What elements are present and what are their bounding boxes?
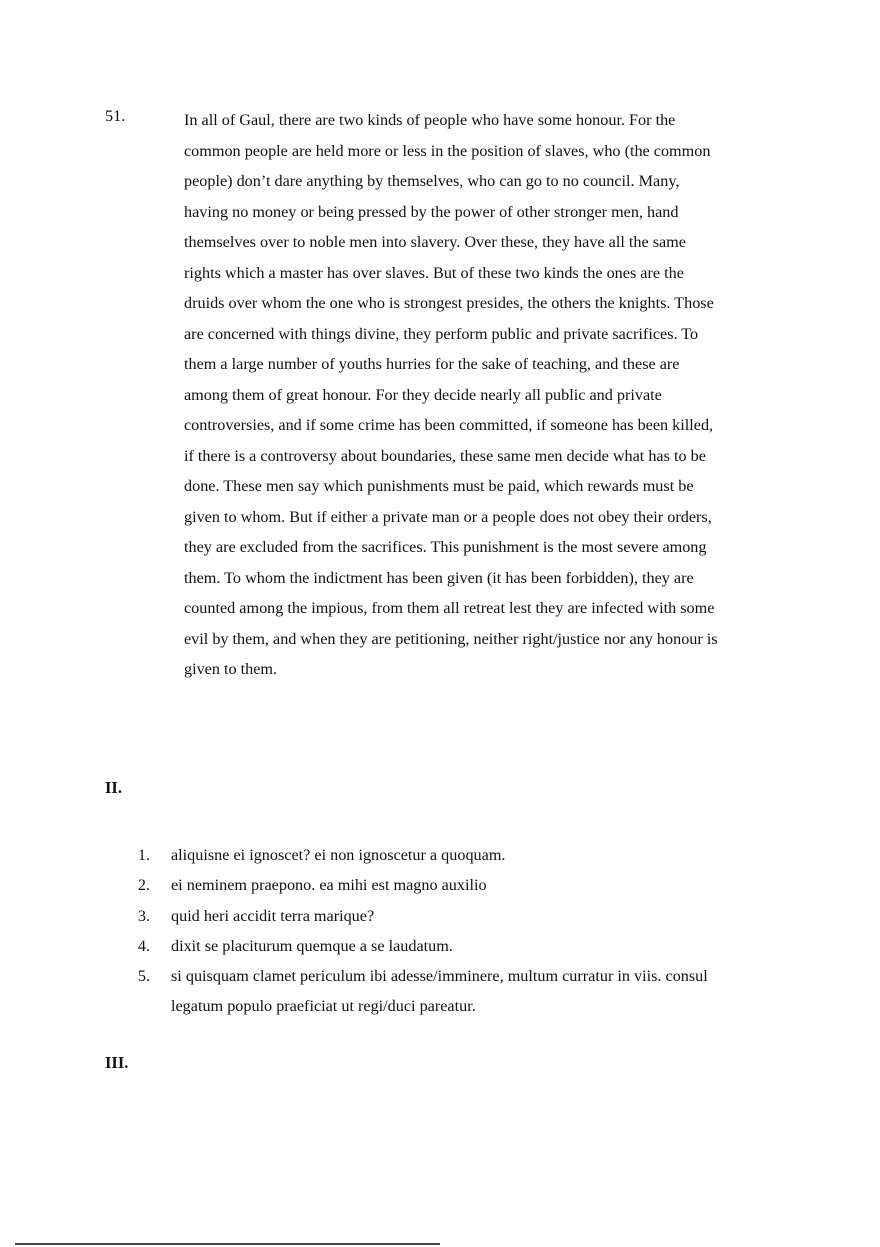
- section-heading-iii: III.: [105, 1053, 129, 1072]
- paragraph-line: if there is a controversy about boundaries, these same men decide what has to be: [184, 446, 706, 465]
- paragraph-line: having no money or being pressed by the power of other stronger men, hand: [184, 202, 679, 221]
- list-item-text: quid heri accidit terra marique?: [171, 906, 375, 925]
- paragraph-line: counted among the impious, from them all retreat lest they are infected with some: [184, 599, 715, 617]
- list-item-text: aliquisne ei ignoscet? ei non ignoscetur a quoquam.: [171, 846, 506, 864]
- paragraph-line: people) don’t dare anything by themselves, who can go to no council. Many,: [184, 172, 680, 190]
- list-item-text: legatum populo praeficiat ut regi/duci pareatur.: [171, 997, 476, 1016]
- list-item-number: 4.: [137, 936, 150, 955]
- list-item-number: 1.: [137, 846, 150, 864]
- translation-paragraph: [184, 105, 784, 685]
- footnote-separator: [15, 1243, 440, 1245]
- section-heading-ii: II.: [105, 778, 122, 797]
- list-item-number: 5.: [137, 967, 150, 986]
- list-item-number: 2.: [137, 876, 150, 895]
- list-item: [130, 901, 708, 931]
- paragraph-line: controversies, and if some crime has been committed, if someone has been killed,: [184, 416, 714, 434]
- paragraph-line: In all of Gaul, there are two kinds of people who have some honour. For the: [184, 111, 676, 129]
- paragraph-line: among them of great honour. For they decide nearly all public and private: [184, 385, 662, 404]
- list-item: [130, 931, 708, 961]
- paragraph-line: given to whom. But if either a private man or a people does not obey their orders,: [184, 507, 712, 526]
- paragraph-line: them a large number of youths hurries for the sake of teaching, and these are: [184, 355, 680, 373]
- paragraph-line: evil by them, and when they are petitioning, neither right/justice nor any honour is: [184, 629, 718, 648]
- list-item-text: ei neminem praepono. ea mihi est magno auxilio: [171, 876, 487, 895]
- paragraph-line: common people are held more or less in the position of slaves, who (the common: [184, 141, 711, 160]
- paragraph-line: done. These men say which punishments must be paid, which rewards must be: [184, 477, 694, 495]
- paragraph-line: themselves over to noble men into slavery. Over these, they have all the same: [184, 233, 686, 251]
- paragraph-line: druids over whom the one who is strongest presides, the others the knights. Those: [184, 294, 714, 312]
- list-item: [130, 870, 708, 900]
- paragraph-line: are concerned with things divine, they perform public and private sacrifices. To: [184, 324, 699, 343]
- list-item: [130, 961, 708, 1022]
- paragraph-line: rights which a master has over slaves. But of these two kinds the ones are the: [184, 263, 684, 282]
- paragraph-line: them. To whom the indictment has been given (it has been forbidden), they are: [184, 568, 694, 587]
- list-item-text: dixit se placiturum quemque a se laudatum.: [171, 936, 453, 955]
- list-item-text: si quisquam clamet periculum ibi adesse/imminere, multum curratur in viis. consul: [171, 967, 708, 986]
- paragraph-line: they are excluded from the sacrifices. This punishment is the most severe among: [184, 538, 707, 556]
- latin-sentence-list: [130, 840, 708, 1022]
- paragraph-number: 51.: [105, 107, 126, 125]
- paragraph-line: given to them.: [184, 660, 278, 678]
- list-item-number: 3.: [137, 906, 150, 925]
- list-item: [130, 840, 708, 870]
